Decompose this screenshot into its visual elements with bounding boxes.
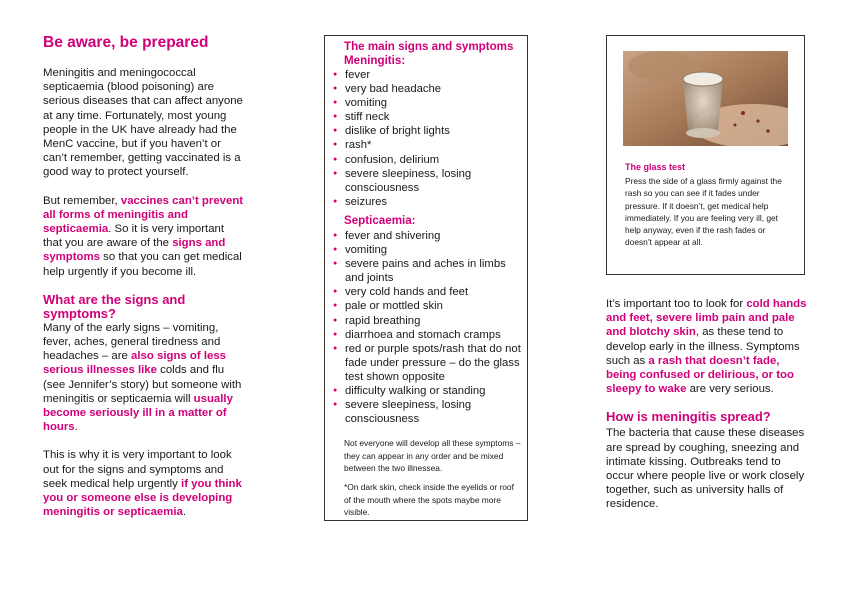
symptom-item: ● vomiting [333, 243, 525, 257]
septicaemia-title: Septicaemia: [344, 214, 416, 227]
symptom-item: ● fever [333, 68, 525, 82]
vaccine-paragraph: But remember, vaccines can’t prevent all forms of meningitis and septicaemia. So it is very important that you are aware of the signs and symptoms so that you can get medical help urgently if you become ill. [43, 194, 244, 278]
symptom-item: ● pale or mottled skin [333, 299, 525, 313]
symptom-item: ● very bad headache [333, 82, 525, 96]
symptom-item: ● diarrhoea and stomach cramps [333, 328, 525, 342]
symptom-item: ● rapid breathing [333, 314, 525, 328]
symptom-item: ● stiff neck [333, 110, 525, 124]
symptoms-box [324, 35, 528, 521]
intro-paragraph: Meningitis and meningococcal septicaemia (blood poisoning) are serious diseases that can affect anyone at any time. Fortunately, most young people in the UK have already had the MenC vaccine, but if you haven’t or can’t remember, getting vaccinated is a good way to protect yourself. [43, 67, 243, 179]
meningitis-list [333, 68, 525, 209]
signs-heading: What are the signs and symptoms? [43, 291, 186, 321]
order-note: Not everyone will develop all these symptoms – they can appear in any order and be mixed between the two illnessea. [344, 438, 521, 474]
symptom-item: ● confusion, delirium [333, 153, 525, 167]
symptom-item: ● vomiting [333, 96, 525, 110]
page-heading: Be aware, be prepared [43, 34, 209, 51]
dark-skin-note: *On dark skin, check inside the eyelids or roof of the mouth where the spots maybe more visible. [344, 482, 514, 518]
symptom-item: ● dislike of bright lights [333, 124, 525, 138]
spread-paragraph: The bacteria that cause these diseases are spread by coughing, sneezing and intimate kissing. Outbreaks tend to occur where people live or work closely together, such as university halls of residence. [606, 427, 805, 511]
symptom-item: ● fever and shivering [333, 229, 525, 243]
glass-test-photo [623, 51, 788, 146]
symptom-item: ● seizures [333, 195, 525, 209]
symptoms-title: The main signs and symptoms Meningitis: [344, 40, 514, 67]
glass-test-text: Press the side of a glass firmly against the rash so you can see if it fades under pressure. If it doesn’t, get medical help immediately. If you are feeling very ill, get help anyway, even if the rash fades or doesn’t appear at all. [625, 176, 782, 248]
right-column [606, 297, 808, 512]
early-symptoms-paragraph: It’s important too to look for cold hands and feet, severe limb pain and pale and blotchy skin, as these tend to develop early in the illness. Symptoms such as a rash that doesn’t fade, being confused or delirious, or too sleepy to wake are very serious. [606, 298, 807, 396]
seek-help-paragraph: This is why it is very important to look out for the signs and symptoms and seek medical help urgently if you think you or someone else is developing meningitis or septicaemia. [43, 449, 242, 519]
glass-test-title: The glass test [625, 162, 686, 172]
early-signs-paragraph: Many of the early signs – vomiting, fever, aches, general tiredness and headaches – are also signs of less serious illnesses like colds and flu (see Jennifer’s story) but someone with meningitis or septicaemia will usually become seriously ill in a matter of hours. [43, 321, 242, 434]
symptom-item: ● rash* [333, 138, 525, 152]
septicaemia-list [333, 229, 525, 426]
symptom-item: ● severe sleepiness, losing consciousness [333, 167, 525, 195]
symptom-item: ● difficulty walking or standing [333, 384, 525, 398]
symptom-item: ● red or purple spots/rash that do not fade under pressure – do the glass test shown opposite [333, 342, 525, 384]
symptom-item: ● very cold hands and feet [333, 285, 525, 299]
glass-test-box [606, 35, 805, 275]
left-column [43, 66, 245, 533]
spread-heading: How is meningitis spread? [606, 409, 771, 425]
symptom-item: ● severe sleepiness, losing consciousness [333, 398, 525, 426]
symptom-item: ● severe pains and aches in limbs and joints [333, 257, 525, 285]
